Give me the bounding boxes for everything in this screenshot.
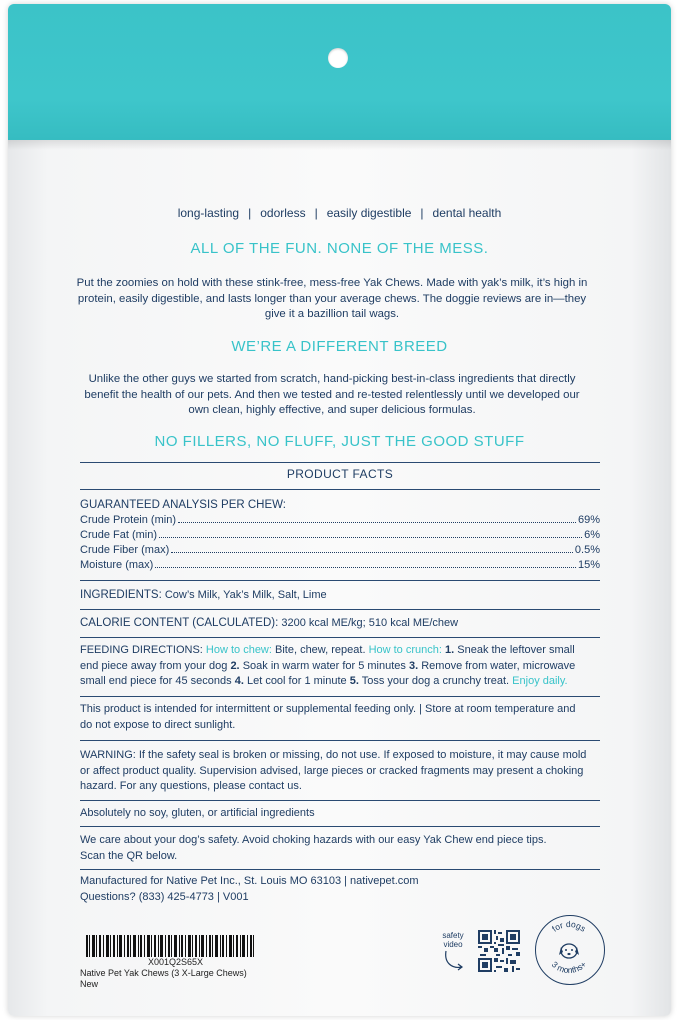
safety-line: Scan the QR below.	[80, 849, 178, 862]
svg-text:for dogs	[549, 918, 587, 933]
dot-leader	[159, 537, 582, 538]
analysis-value: 15%	[577, 559, 600, 571]
safety-word: safety	[442, 931, 464, 940]
calorie-value: 3200 kcal ME/kg; 510 kcal ME/chew	[281, 617, 459, 629]
dot-leader	[178, 522, 576, 523]
step-text: Toss your dog a crunchy treat.	[361, 675, 510, 687]
divider	[80, 696, 600, 697]
intended-use	[80, 702, 600, 733]
breed-line: Unlike the other guys we started from scratch, hand-picking best-in-class ingredients that directly	[88, 373, 576, 385]
divider	[80, 489, 600, 490]
age-badge-art	[535, 915, 603, 983]
intro-line: give it a bazillion tail wags.	[264, 308, 400, 320]
divider	[80, 580, 600, 581]
tag-digestible: easily digestible	[326, 206, 412, 220]
tag-dental: dental health	[432, 206, 502, 220]
divider	[80, 740, 600, 741]
warning-block	[80, 748, 600, 795]
product-facts-title: PRODUCT FACTS	[286, 467, 394, 481]
months-text: 3 months+	[549, 958, 588, 975]
step-text: Soak in warm water for 5 minutes	[242, 659, 406, 672]
manufactured-line: Manufactured for Native Pet Inc., St. Louis MO 63103 | nativepet.com	[80, 875, 419, 887]
safety-line: We care about your dog’s safety. Avoid choking hazards with our easy Yak Chew end piece tips.	[80, 834, 547, 846]
feeding-directions	[80, 643, 600, 690]
warning-line: or affect product quality. Supervision advised, large pieces or cracked fragments may present a choking	[80, 764, 584, 777]
chew-text: Bite, chew, repeat.	[275, 644, 366, 656]
analysis-title: GUARANTEED ANALYSIS PER CHEW:	[80, 499, 286, 511]
how-to-crunch: How to crunch:	[368, 644, 442, 656]
teal-top-band	[8, 4, 671, 140]
step-number: 1.	[445, 644, 455, 656]
barcode-product-name: Native Pet Yak Chews (3 X-Large Chews)	[80, 968, 247, 978]
barcode-condition: New	[80, 979, 99, 989]
divider	[80, 826, 600, 827]
headline-breed: WE’RE A DIFFERENT BREED	[231, 338, 448, 355]
divider	[80, 609, 600, 610]
ingredients-line	[80, 588, 600, 604]
calorie-line	[80, 616, 600, 632]
analysis-label: Moisture (max)	[80, 559, 154, 571]
headline-fun: ALL OF THE FUN. NONE OF THE MESS.	[190, 240, 489, 257]
dot-leader	[155, 567, 576, 568]
warning-label: WARNING:	[80, 749, 136, 761]
breed-paragraph	[72, 372, 592, 419]
dot-leader	[171, 552, 573, 553]
analysis-label: Crude Fiber (max)	[80, 544, 170, 556]
feeding-label: FEEDING DIRECTIONS:	[80, 644, 203, 656]
warning-line: If the safety seal is broken or missing, do not use. If exposed to moisture, it may cause mold	[138, 749, 587, 761]
curved-arrow-icon	[440, 949, 466, 973]
analysis-row	[80, 559, 600, 571]
analysis-row	[80, 544, 600, 556]
step-text: Let cool for 1 minute	[246, 675, 347, 687]
barcode	[86, 935, 254, 957]
tag-long-lasting: long-lasting	[177, 206, 240, 220]
tag-line	[0, 206, 679, 220]
headline-good-stuff: NO FILLERS, NO FLUFF, JUST THE GOOD STUFF	[154, 433, 525, 450]
step-text: Sneak the leftover small	[457, 644, 575, 656]
step-text: end piece away from your dog	[80, 659, 228, 672]
analysis-value: 0.5%	[574, 544, 600, 556]
barcode-code: X001Q2S65X	[148, 957, 204, 967]
seal-shadow	[8, 140, 671, 150]
how-to-chew: How to chew:	[205, 644, 272, 656]
dog-head-icon	[559, 944, 579, 958]
ingredients-label: INGREDIENTS:	[80, 589, 162, 601]
intro-paragraph	[72, 276, 592, 323]
breed-line: own clean, highly effective, and super delicious formulas.	[188, 404, 476, 416]
tag-separator: |	[314, 206, 318, 220]
intended-line: This product is intended for intermittent or supplemental feeding only. | Store at room temperature and	[80, 703, 576, 715]
step-number: 4.	[234, 675, 244, 687]
hang-hole	[328, 48, 348, 68]
divider	[80, 869, 600, 870]
no-soy: Absolutely no soy, gluten, or artificial ingredients	[80, 807, 315, 819]
tag-separator: |	[420, 206, 424, 220]
questions-line: Questions? (833) 425-4773 | V001	[80, 890, 249, 903]
calorie-label: CALORIE CONTENT (CALCULATED):	[80, 617, 279, 629]
enjoy-daily: Enjoy daily.	[512, 675, 568, 687]
tag-odorless: odorless	[260, 206, 306, 220]
ingredients-value: Cow’s Milk, Yak’s Milk, Salt, Lime	[164, 589, 327, 601]
intro-line: Put the zoomies on hold with these stink-free, mess-free Yak Chews. Made with yak’s milk, it’s high in	[76, 277, 588, 289]
step-text: small end piece for 45 seconds	[80, 675, 232, 687]
analysis-label: Crude Protein (min)	[80, 514, 176, 526]
step-number: 3.	[408, 659, 419, 672]
svg-text:3 months+	[549, 959, 588, 975]
step-text: Remove from water, microwave	[421, 659, 576, 672]
analysis-value: 6%	[584, 529, 600, 541]
safety-note	[80, 833, 600, 864]
divider	[80, 637, 600, 638]
step-number: 5.	[349, 675, 359, 687]
age-badge	[535, 915, 605, 985]
divider	[80, 462, 600, 463]
qr-code[interactable]	[478, 930, 520, 972]
breed-line: benefit the health of our pets. And then we tested and re-tested relentlessly until we developed our	[84, 388, 580, 401]
safety-video-label	[440, 931, 466, 975]
analysis-label: Crude Fat (min)	[80, 529, 158, 541]
analysis-row	[80, 514, 600, 526]
warning-line: hazard. For any questions, please contact us.	[80, 780, 302, 792]
analysis-value: 69%	[577, 514, 600, 526]
step-number: 2.	[230, 659, 240, 672]
analysis-row	[80, 529, 600, 541]
divider	[80, 800, 600, 801]
manufacturer-info	[80, 874, 600, 905]
intended-line: do not expose to direct sunlight.	[80, 718, 236, 731]
video-word: video	[443, 940, 463, 949]
tag-separator: |	[248, 206, 252, 220]
intro-line: protein, easily digestible, and lasts longer than your average chews. The doggie reviews are in—they	[77, 292, 587, 305]
for-dogs-text: for dogs	[549, 918, 588, 934]
